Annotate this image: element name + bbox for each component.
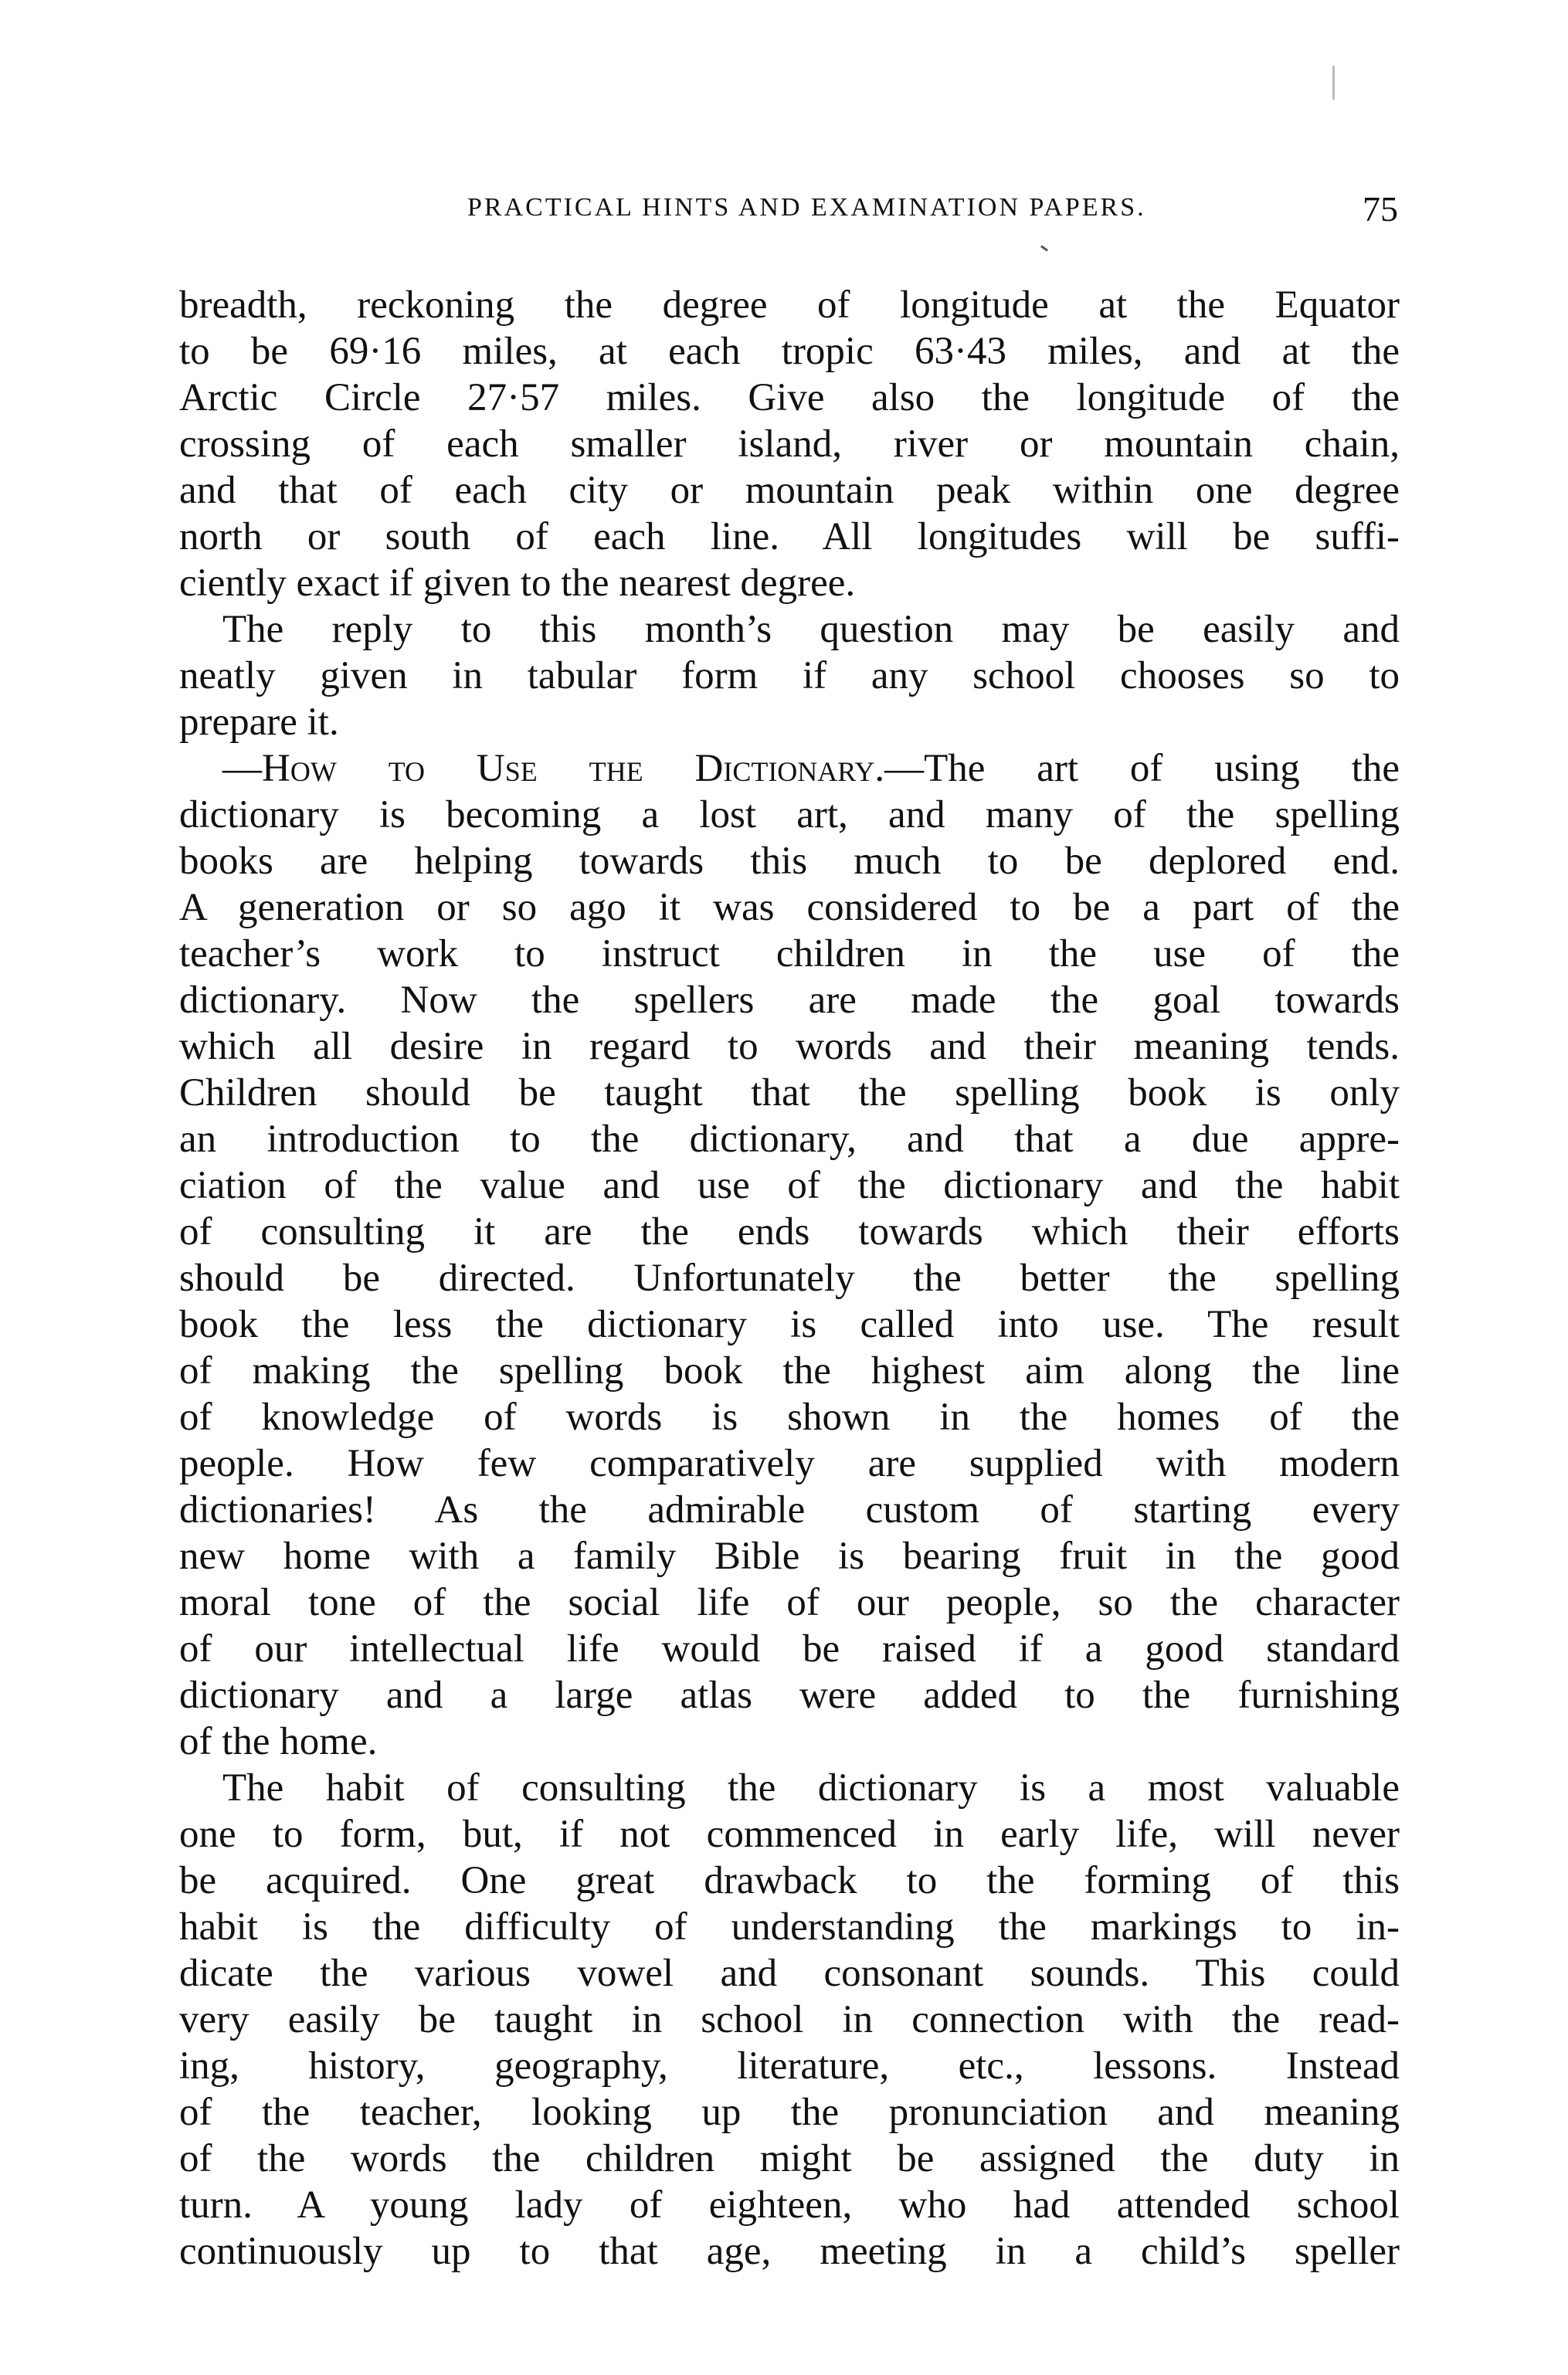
text-line: teacher’s work to instruct children in the use of the (179, 932, 1400, 975)
text-line: books are helping towards this much to be deplored end. (179, 840, 1400, 883)
text-line: should be directed. Unfortunately the better the spelling (179, 1257, 1400, 1300)
scan-speck (1332, 66, 1335, 100)
text-line: Arctic Circle 27·57 miles. Give also the longitude of the (179, 376, 1400, 419)
text-line (179, 745, 1400, 792)
text-line: prepare it. (179, 701, 339, 744)
text-line: dictionary and a large atlas were added to the furnishing (179, 1674, 1400, 1717)
text-line: dictionary is becoming a lost art, and many of the spelling (179, 793, 1400, 836)
text-line: of our intellectual life would be raised if a good standard (179, 1627, 1400, 1671)
text-line: of making the spelling book the highest aim along the line (179, 1349, 1400, 1393)
text-line: The reply to this month’s question may be easily and (222, 608, 1400, 651)
text-line: crossing of each smaller island, river or mountain chain, (179, 422, 1400, 466)
page-header (178, 189, 1398, 239)
text-line: continuously up to that age, meeting in a child’s speller (179, 2230, 1400, 2273)
text-line: A generation or so ago it was considered to be a part of the (179, 886, 1400, 929)
text-line: of the home. (179, 1720, 378, 1763)
text-line: dictionary. Now the spellers are made the goal towards (179, 979, 1400, 1022)
text-line: which all desire in regard to words and their meaning tends. (179, 1025, 1400, 1068)
text-line: to be 69·16 miles, at each tropic 63·43 miles, and at the (179, 330, 1400, 373)
text-line: ciently exact if given to the nearest degree. (179, 562, 856, 605)
running-title: PRACTICAL HINTS AND EXAMINATION PAPERS. (467, 193, 1146, 222)
text-line: habit is the difficulty of understanding the markings to in- (179, 1905, 1400, 1949)
paragraph-longitude-continuation (179, 282, 1400, 606)
text-line: people. How few comparatively are supplied with modern (179, 1442, 1400, 1485)
page-number: 75 (1363, 189, 1398, 229)
paragraph-dictionary (179, 745, 1400, 1765)
text-line: new home with a family Bible is bearing fruit in the good (179, 1535, 1400, 1578)
text-line: The habit of consulting the dictionary is a most valuable (222, 1766, 1400, 1810)
paragraph-habit (179, 1765, 1400, 2275)
text-line: and that of each city or mountain peak within one degree (179, 469, 1400, 512)
page-body (179, 282, 1400, 2275)
text-line: an introduction to the dictionary, and that a due appre- (179, 1118, 1400, 1161)
scan-mark (1040, 245, 1048, 251)
text-line: of the teacher, looking up the pronunciation and meaning (179, 2091, 1400, 2134)
paragraph-reply (179, 606, 1400, 745)
text-line: dictionaries! As the admirable custom of starting every (179, 1488, 1400, 1532)
text-line: book the less the dictionary is called into use. The result (179, 1303, 1400, 1346)
text-line: very easily be taught in school in connection with the read- (179, 1998, 1400, 2041)
section-heading: —How to Use the Dictionary. (222, 747, 885, 790)
text-line: of knowledge of words is shown in the homes of the (179, 1396, 1400, 1439)
text-line: Children should be taught that the spelling book is only (179, 1071, 1400, 1115)
text-line: neatly given in tabular form if any school chooses so to (179, 654, 1400, 697)
text-line: moral tone of the social life of our people, so the character (179, 1581, 1400, 1624)
text-line: north or south of each line. All longitudes will be suffi- (179, 515, 1400, 558)
text-line: of consulting it are the ends towards which their efforts (179, 1210, 1400, 1254)
text-run: —The art of using the (884, 747, 1400, 790)
text-line: ciation of the value and use of the dictionary and the habit (179, 1164, 1400, 1207)
text-line: turn. A young lady of eighteen, who had attended school (179, 2183, 1400, 2227)
text-line: of the words the children might be assigned the duty in (179, 2137, 1400, 2180)
text-line: ing, history, geography, literature, etc., lessons. Instead (179, 2044, 1400, 2088)
text-line: dicate the various vowel and consonant sounds. This could (179, 1952, 1400, 1995)
text-line: be acquired. One great drawback to the forming of this (179, 1859, 1400, 1902)
text-line: breadth, reckoning the degree of longitude at the Equator (179, 283, 1400, 327)
text-line: one to form, but, if not commenced in early life, will never (179, 1813, 1400, 1856)
